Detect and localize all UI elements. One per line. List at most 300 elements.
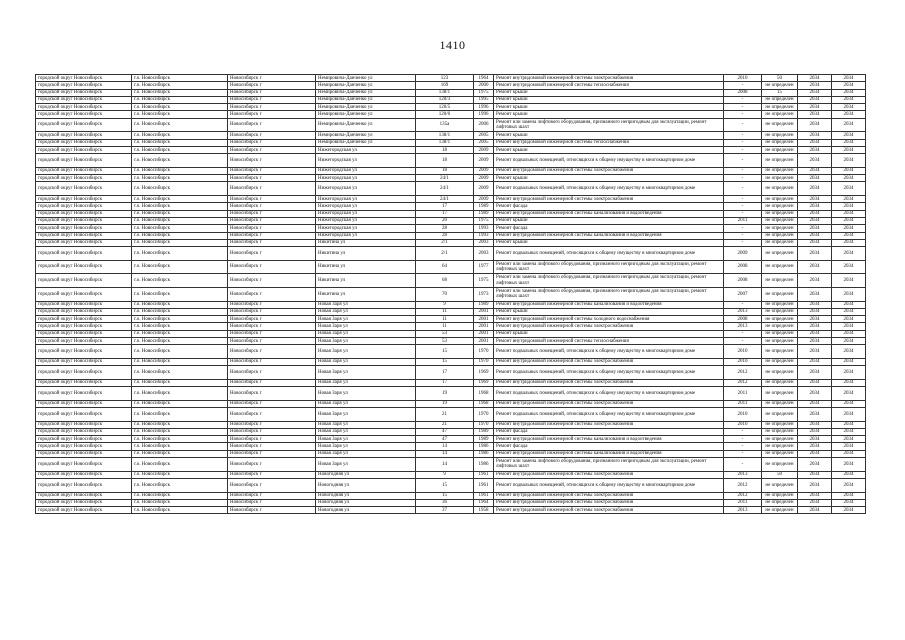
work-type-cell: Ремонт внутридомовой инженерной системы канализования и водоотведения: [494, 232, 724, 239]
last-repair-cell: -: [724, 96, 762, 103]
settlement-cell: г.о. Новосибирск: [132, 458, 228, 472]
table-row: [36, 104, 866, 111]
street-cell: Новая Заря ул: [316, 366, 416, 380]
year-cell: 2005: [474, 139, 494, 146]
plan-start-cell: 2034: [798, 111, 832, 118]
work-type-cell: Ремонт внутридомовой инженерной системы электроснабжения: [494, 471, 724, 478]
work-type-cell: Ремонт подвальных помещений, относящихся к общему имуществу в многоквартирном доме: [494, 366, 724, 380]
table-row: [36, 274, 866, 288]
district-cell: городской округ Новосибирск: [36, 118, 132, 132]
city-cell: Новосибирск г: [228, 167, 316, 174]
last-repair-cell: -: [724, 337, 762, 344]
plan-end-cell: 2034: [832, 232, 866, 239]
district-cell: городской округ Новосибирск: [36, 75, 132, 82]
district-cell: городской округ Новосибирск: [36, 132, 132, 139]
wear-cell: не определен: [762, 400, 798, 407]
district-cell: городской округ Новосибирск: [36, 436, 132, 443]
table-row: [36, 400, 866, 407]
plan-start-cell: 2034: [798, 96, 832, 103]
street-cell: Новая Заря ул: [316, 458, 416, 472]
year-cell: 2009: [474, 146, 494, 153]
year-cell: 1973: [474, 287, 494, 301]
work-type-cell: Ремонт подвальных помещений, относящихся к общему имуществу в многоквартирном доме: [494, 247, 724, 261]
wear-cell: не определен: [762, 196, 798, 203]
work-type-cell: Ремонт крыши: [494, 104, 724, 111]
work-type-cell: Ремонт внутридомовой инженерной системы электроснабжения: [494, 507, 724, 514]
district-cell: городской округ Новосибирск: [36, 182, 132, 196]
settlement-cell: г.о. Новосибирск: [132, 330, 228, 337]
year-cell: 2006: [474, 118, 494, 132]
table-row: [36, 154, 866, 168]
district-cell: городской округ Новосибирск: [36, 400, 132, 407]
last-repair-cell: 2008: [724, 274, 762, 288]
year-cell: 1970: [474, 345, 494, 359]
work-type-cell: Ремонт или замена лифтового оборудования, признанного непригодным для эксплуатации, ремонт лифтовых шахт: [494, 287, 724, 301]
settlement-cell: г.о. Новосибирск: [132, 75, 228, 82]
year-cell: 1975: [474, 89, 494, 96]
settlement-cell: г.о. Новосибирск: [132, 478, 228, 492]
plan-start-cell: 2034: [798, 232, 832, 239]
wear-cell: не определен: [762, 407, 798, 421]
plan-start-cell: 2034: [798, 239, 832, 246]
plan-start-cell: 2034: [798, 358, 832, 365]
work-type-cell: Ремонт внутридомовой инженерной системы электроснабжения: [494, 75, 724, 82]
year-cell: 2001: [474, 316, 494, 323]
wear-cell: не определен: [762, 139, 798, 146]
street-cell: Новогодняя ул: [316, 478, 416, 492]
street-cell: Нижегородская ул: [316, 196, 416, 203]
plan-end-cell: 2034: [832, 104, 866, 111]
wear-cell: не определен: [762, 308, 798, 315]
last-repair-cell: -: [724, 443, 762, 450]
settlement-cell: г.о. Новосибирск: [132, 379, 228, 386]
plan-end-cell: 2034: [832, 458, 866, 472]
table-row: [36, 132, 866, 139]
street-cell: Новая Заря ул: [316, 443, 416, 450]
last-repair-cell: 2011: [724, 499, 762, 506]
table-row: [36, 118, 866, 132]
city-cell: Новосибирск г: [228, 182, 316, 196]
wear-cell: не определен: [762, 154, 798, 168]
plan-end-cell: 2034: [832, 139, 866, 146]
wear-cell: не определен: [762, 96, 798, 103]
settlement-cell: г.о. Новосибирск: [132, 407, 228, 421]
work-type-cell: Ремонт крыши: [494, 308, 724, 315]
settlement-cell: г.о. Новосибирск: [132, 345, 228, 359]
table-row: [36, 499, 866, 506]
plan-start-cell: 2034: [798, 82, 832, 89]
house-cell: 53: [416, 337, 474, 344]
city-cell: Новосибирск г: [228, 421, 316, 428]
house-cell: 28: [416, 225, 474, 232]
work-type-cell: Ремонт крыши: [494, 330, 724, 337]
street-cell: Новая Заря ул: [316, 308, 416, 315]
street-cell: Новогодняя ул: [316, 499, 416, 506]
year-cell: 1989: [474, 203, 494, 210]
table-row: [36, 407, 866, 421]
wear-cell: не определен: [762, 428, 798, 435]
district-cell: городской округ Новосибирск: [36, 387, 132, 401]
house-cell: 169: [416, 82, 474, 89]
last-repair-cell: 2008: [724, 260, 762, 274]
year-cell: 2009: [474, 154, 494, 168]
year-cell: 1968: [474, 387, 494, 401]
city-cell: Новосибирск г: [228, 478, 316, 492]
house-cell: 24/1: [416, 182, 474, 196]
table-row: [36, 146, 866, 153]
work-type-cell: Ремонт внутридомовой инженерной системы электроснабжения: [494, 379, 724, 386]
year-cell: 1977: [474, 260, 494, 274]
last-repair-cell: 2013: [724, 308, 762, 315]
district-cell: городской округ Новосибирск: [36, 82, 132, 89]
district-cell: городской округ Новосибирск: [36, 104, 132, 111]
wear-cell: не определен: [762, 225, 798, 232]
last-repair-cell: 2013: [724, 471, 762, 478]
settlement-cell: г.о. Новосибирск: [132, 499, 228, 506]
street-cell: Немировича-Данченко ул: [316, 139, 416, 146]
house-cell: 24/1: [416, 196, 474, 203]
plan-end-cell: 2034: [832, 478, 866, 492]
city-cell: Новосибирск г: [228, 436, 316, 443]
street-cell: Новая Заря ул: [316, 428, 416, 435]
city-cell: Новосибирск г: [228, 345, 316, 359]
work-type-cell: Ремонт внутридомовой инженерной системы теплоснабжения: [494, 139, 724, 146]
city-cell: Новосибирск г: [228, 260, 316, 274]
last-repair-cell: -: [724, 132, 762, 139]
table-row: [36, 507, 866, 514]
work-type-cell: Ремонт или замена лифтового оборудования, признанного непригодным для эксплуатации, ремонт лифтовых шахт: [494, 458, 724, 472]
year-cell: 1996: [474, 104, 494, 111]
house-cell: 11: [416, 308, 474, 315]
street-cell: Немировича-Данченко ул: [316, 89, 416, 96]
last-repair-cell: 2010: [724, 421, 762, 428]
street-cell: Нижегородская ул: [316, 175, 416, 182]
plan-start-cell: 2034: [798, 366, 832, 380]
district-cell: городской округ Новосибирск: [36, 345, 132, 359]
plan-start-cell: 2034: [798, 182, 832, 196]
city-cell: Новосибирск г: [228, 104, 316, 111]
district-cell: городской округ Новосибирск: [36, 203, 132, 210]
last-repair-cell: -: [724, 301, 762, 308]
wear-cell: не определен: [762, 379, 798, 386]
work-type-cell: Ремонт внутридомовой инженерной системы холодного водоснабжения: [494, 316, 724, 323]
street-cell: Новая Заря ул: [316, 323, 416, 330]
city-cell: Новосибирск г: [228, 274, 316, 288]
wear-cell: не определен: [762, 232, 798, 239]
wear-cell: не определен: [762, 358, 798, 365]
work-type-cell: Ремонт внутридомовой инженерной системы теплоснабжения: [494, 82, 724, 89]
district-cell: городской округ Новосибирск: [36, 167, 132, 174]
house-cell: 17: [416, 366, 474, 380]
house-cell: 135а: [416, 118, 474, 132]
last-repair-cell: -: [724, 458, 762, 472]
city-cell: Новосибирск г: [228, 387, 316, 401]
district-cell: городской округ Новосибирск: [36, 366, 132, 380]
last-repair-cell: -: [724, 196, 762, 203]
city-cell: Новосибирск г: [228, 82, 316, 89]
plan-end-cell: 2034: [832, 407, 866, 421]
last-repair-cell: 2012: [724, 379, 762, 386]
plan-start-cell: 2034: [798, 443, 832, 450]
city-cell: Новосибирск г: [228, 118, 316, 132]
plan-end-cell: 2034: [832, 196, 866, 203]
wear-cell: не определен: [762, 421, 798, 428]
work-type-cell: Ремонт внутридомовой инженерной системы электроснабжения: [494, 499, 724, 506]
year-cell: 1968: [474, 400, 494, 407]
table-row: [36, 182, 866, 196]
last-repair-cell: 2011: [724, 217, 762, 224]
settlement-cell: г.о. Новосибирск: [132, 111, 228, 118]
city-cell: Новосибирск г: [228, 507, 316, 514]
street-cell: Нижегородская ул: [316, 182, 416, 196]
wear-cell: не определен: [762, 274, 798, 288]
table-row: [36, 232, 866, 239]
district-cell: городской округ Новосибирск: [36, 499, 132, 506]
last-repair-cell: -: [724, 450, 762, 457]
street-cell: Новая Заря ул: [316, 358, 416, 365]
plan-start-cell: 2034: [798, 407, 832, 421]
work-type-cell: Ремонт крыши: [494, 217, 724, 224]
year-cell: 1961: [474, 492, 494, 499]
district-cell: городской округ Новосибирск: [36, 196, 132, 203]
city-cell: Новосибирск г: [228, 175, 316, 182]
street-cell: Немировича-Данченко ул: [316, 75, 416, 82]
house-cell: 120/5: [416, 104, 474, 111]
settlement-cell: г.о. Новосибирск: [132, 232, 228, 239]
city-cell: Новосибирск г: [228, 316, 316, 323]
table-row: [36, 239, 866, 246]
plan-start-cell: 2034: [798, 478, 832, 492]
wear-cell: не определен: [762, 239, 798, 246]
plan-end-cell: 2034: [832, 492, 866, 499]
plan-start-cell: 2034: [798, 154, 832, 168]
plan-end-cell: 2034: [832, 507, 866, 514]
district-cell: городской округ Новосибирск: [36, 96, 132, 103]
wear-cell: не определен: [762, 499, 798, 506]
plan-end-cell: 2034: [832, 96, 866, 103]
district-cell: городской округ Новосибирск: [36, 260, 132, 274]
plan-start-cell: 2034: [798, 471, 832, 478]
district-cell: городской округ Новосибирск: [36, 450, 132, 457]
plan-start-cell: 2034: [798, 458, 832, 472]
work-type-cell: Ремонт внутридомовой инженерной системы электроснабжения: [494, 358, 724, 365]
city-cell: Новосибирск г: [228, 239, 316, 246]
work-type-cell: Ремонт внутридомовой инженерной системы канализования и водоотведения: [494, 450, 724, 457]
city-cell: Новосибирск г: [228, 139, 316, 146]
work-type-cell: Ремонт подвальных помещений, относящихся к общему имуществу в многоквартирном доме: [494, 154, 724, 168]
last-repair-cell: 2013: [724, 507, 762, 514]
last-repair-cell: 2012: [724, 366, 762, 380]
wear-cell: 15: [762, 89, 798, 96]
house-cell: 53: [416, 330, 474, 337]
settlement-cell: г.о. Новосибирск: [132, 196, 228, 203]
street-cell: Новая Заря ул: [316, 436, 416, 443]
district-cell: городской округ Новосибирск: [36, 287, 132, 301]
street-cell: Новая Заря ул: [316, 407, 416, 421]
house-cell: 15: [416, 492, 474, 499]
table-row: [36, 139, 866, 146]
plan-start-cell: 2034: [798, 225, 832, 232]
year-cell: 1958: [474, 507, 494, 514]
plan-end-cell: 2034: [832, 75, 866, 82]
house-cell: 15: [416, 478, 474, 492]
last-repair-cell: -: [724, 104, 762, 111]
table-row: [36, 471, 866, 478]
wear-cell: не определен: [762, 316, 798, 323]
settlement-cell: г.о. Новосибирск: [132, 154, 228, 168]
plan-start-cell: 2034: [798, 499, 832, 506]
house-cell: 14: [416, 450, 474, 457]
plan-end-cell: 2034: [832, 308, 866, 315]
settlement-cell: г.о. Новосибирск: [132, 443, 228, 450]
house-cell: 64: [416, 260, 474, 274]
plan-end-cell: 2034: [832, 428, 866, 435]
wear-cell: не определен: [762, 210, 798, 217]
work-type-cell: Ремонт внутридомовой инженерной системы канализования и водоотведения: [494, 210, 724, 217]
plan-start-cell: 2034: [798, 203, 832, 210]
city-cell: Новосибирск г: [228, 247, 316, 261]
district-cell: городской округ Новосибирск: [36, 492, 132, 499]
work-type-cell: Ремонт фасада: [494, 428, 724, 435]
plan-end-cell: 2034: [832, 82, 866, 89]
year-cell: 1995: [474, 96, 494, 103]
city-cell: Новосибирск г: [228, 428, 316, 435]
plan-end-cell: 2034: [832, 379, 866, 386]
settlement-cell: г.о. Новосибирск: [132, 436, 228, 443]
house-cell: 17: [416, 210, 474, 217]
settlement-cell: г.о. Новосибирск: [132, 225, 228, 232]
table-row: [36, 478, 866, 492]
district-cell: городской округ Новосибирск: [36, 217, 132, 224]
wear-cell: не определен: [762, 301, 798, 308]
wear-cell: не определен: [762, 82, 798, 89]
city-cell: Новосибирск г: [228, 443, 316, 450]
table-row: [36, 217, 866, 224]
plan-end-cell: 2034: [832, 247, 866, 261]
plan-start-cell: 2034: [798, 118, 832, 132]
plan-start-cell: 2034: [798, 337, 832, 344]
district-cell: городской округ Новосибирск: [36, 507, 132, 514]
district-cell: городской округ Новосибирск: [36, 478, 132, 492]
city-cell: Новосибирск г: [228, 203, 316, 210]
settlement-cell: г.о. Новосибирск: [132, 104, 228, 111]
last-repair-cell: 2013: [724, 323, 762, 330]
work-type-cell: Ремонт подвальных помещений, относящихся к общему имуществу в многоквартирном доме: [494, 345, 724, 359]
last-repair-cell: -: [724, 239, 762, 246]
plan-end-cell: 2034: [832, 316, 866, 323]
street-cell: Нижегородская ул: [316, 210, 416, 217]
city-cell: Новосибирск г: [228, 301, 316, 308]
last-repair-cell: -: [724, 436, 762, 443]
table-row: [36, 387, 866, 401]
settlement-cell: г.о. Новосибирск: [132, 274, 228, 288]
last-repair-cell: -: [724, 232, 762, 239]
settlement-cell: г.о. Новосибирск: [132, 450, 228, 457]
city-cell: Новосибирск г: [228, 499, 316, 506]
table-row: [36, 316, 866, 323]
wear-cell: не определен: [762, 507, 798, 514]
city-cell: Новосибирск г: [228, 308, 316, 315]
district-cell: городской округ Новосибирск: [36, 316, 132, 323]
plan-end-cell: 2034: [832, 175, 866, 182]
work-type-cell: Ремонт внутридомовой инженерной системы теплоснабжения: [494, 337, 724, 344]
table-row: [36, 323, 866, 330]
district-cell: городской округ Новосибирск: [36, 358, 132, 365]
settlement-cell: г.о. Новосибирск: [132, 175, 228, 182]
year-cell: 2001: [474, 323, 494, 330]
table-row: [36, 75, 866, 82]
house-cell: 47: [416, 428, 474, 435]
work-type-cell: Ремонт внутридомовой инженерной системы электроснабжения: [494, 167, 724, 174]
wear-cell: не определен: [762, 478, 798, 492]
settlement-cell: г.о. Новосибирск: [132, 146, 228, 153]
street-cell: Новая Заря ул: [316, 301, 416, 308]
year-cell: 1986: [474, 458, 494, 472]
work-type-cell: Ремонт подвальных помещений, относящихся к общему имуществу в многоквартирном доме: [494, 407, 724, 421]
table-row: [36, 308, 866, 315]
plan-start-cell: 2034: [798, 89, 832, 96]
city-cell: Новосибирск г: [228, 75, 316, 82]
work-type-cell: Ремонт или замена лифтового оборудования, признанного непригодным для эксплуатации, ремонт лифтовых шахт: [494, 260, 724, 274]
last-repair-cell: 2008: [724, 89, 762, 96]
street-cell: Никитина ул: [316, 287, 416, 301]
wear-cell: не определен: [762, 132, 798, 139]
district-cell: городской округ Новосибирск: [36, 89, 132, 96]
street-cell: Новая Заря ул: [316, 379, 416, 386]
settlement-cell: г.о. Новосибирск: [132, 239, 228, 246]
last-repair-cell: -: [724, 167, 762, 174]
street-cell: Немировича-Данченко ул: [316, 96, 416, 103]
page-number: 1410: [439, 38, 466, 52]
district-cell: городской округ Новосибирск: [36, 225, 132, 232]
district-cell: городской округ Новосибирск: [36, 139, 132, 146]
table-row: [36, 366, 866, 380]
city-cell: Новосибирск г: [228, 210, 316, 217]
wear-cell: не определен: [762, 182, 798, 196]
district-cell: городской округ Новосибирск: [36, 308, 132, 315]
work-type-cell: Ремонт внутридомовой инженерной системы канализования и водоотведения: [494, 301, 724, 308]
city-cell: Новосибирск г: [228, 407, 316, 421]
table-row: [36, 247, 866, 261]
plan-start-cell: 2034: [798, 450, 832, 457]
work-type-cell: Ремонт крыши: [494, 132, 724, 139]
house-cell: 14: [416, 443, 474, 450]
work-type-cell: Ремонт внутридомовой инженерной системы электроснабжения: [494, 400, 724, 407]
settlement-cell: г.о. Новосибирск: [132, 247, 228, 261]
street-cell: Немировича-Данченко ул: [316, 118, 416, 132]
year-cell: 2009: [474, 175, 494, 182]
plan-start-cell: 2034: [798, 139, 832, 146]
plan-start-cell: 2034: [798, 400, 832, 407]
house-cell: 70: [416, 287, 474, 301]
plan-end-cell: 2034: [832, 260, 866, 274]
plan-start-cell: 2034: [798, 217, 832, 224]
settlement-cell: г.о. Новосибирск: [132, 260, 228, 274]
district-cell: городской округ Новосибирск: [36, 471, 132, 478]
table-body: [36, 75, 866, 514]
settlement-cell: г.о. Новосибирск: [132, 301, 228, 308]
last-repair-cell: 2011: [724, 400, 762, 407]
wear-cell: не определен: [762, 337, 798, 344]
work-type-cell: Ремонт внутридомовой инженерной системы электроснабжения: [494, 323, 724, 330]
plan-start-cell: 2034: [798, 274, 832, 288]
last-repair-cell: 2012: [724, 492, 762, 499]
plan-end-cell: 2034: [832, 225, 866, 232]
district-cell: городской округ Новосибирск: [36, 247, 132, 261]
wear-cell: не определен: [762, 387, 798, 401]
year-cell: 1969: [474, 379, 494, 386]
street-cell: Новая Заря ул: [316, 421, 416, 428]
